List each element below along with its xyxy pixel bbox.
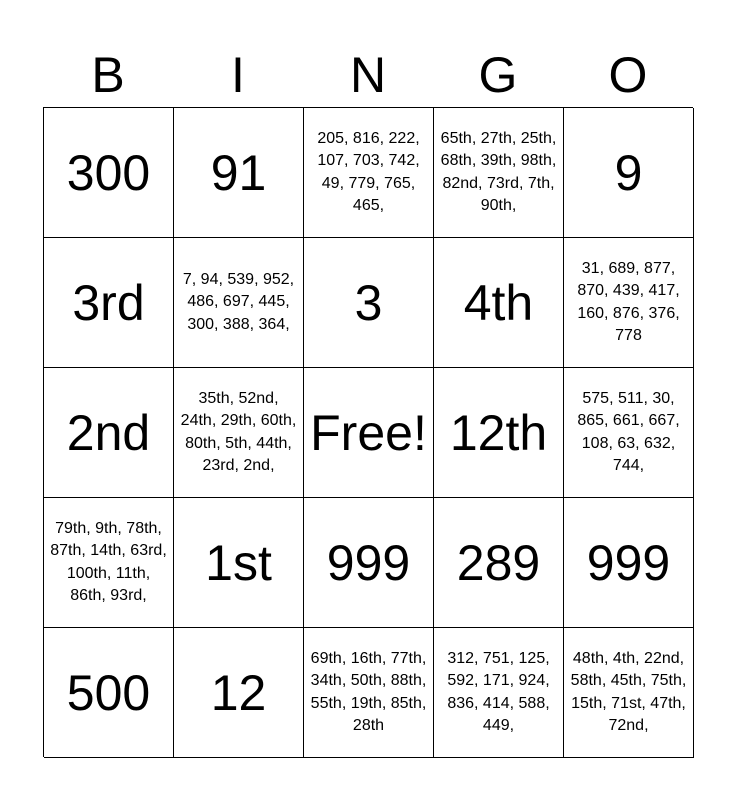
cell-text: 1st bbox=[205, 534, 272, 591]
header-letter-n: N bbox=[349, 47, 387, 103]
bingo-cell-g4[interactable] bbox=[434, 498, 564, 628]
cell-text: 35th, 52nd, 24th, 29th, 60th, 80th, 5th, 44th, 23rd, 2nd, bbox=[180, 389, 297, 474]
cell-text: 2nd bbox=[66, 404, 151, 461]
bingo-card-grid bbox=[43, 107, 693, 757]
bingo-cell-i1[interactable] bbox=[174, 108, 304, 238]
bingo-cell-g1[interactable] bbox=[434, 108, 564, 238]
cell-text: 999 bbox=[586, 534, 671, 591]
cell-text: 65th, 27th, 25th, 68th, 39th, 98th, 82nd, 73rd, 7th, 90th, bbox=[440, 129, 557, 214]
cell-text: 12th bbox=[449, 404, 548, 461]
bingo-cell-g3[interactable] bbox=[434, 368, 564, 498]
bingo-cell-i2[interactable] bbox=[174, 238, 304, 368]
bingo-cell-b2[interactable] bbox=[44, 238, 174, 368]
cell-text: 3rd bbox=[72, 274, 145, 331]
bingo-cell-n5[interactable] bbox=[304, 628, 434, 758]
bingo-cell-b4[interactable] bbox=[44, 498, 174, 628]
cell-text: 12 bbox=[210, 664, 267, 721]
cell-text: 575, 511, 30, 865, 661, 667, 108, 63, 632, 744, bbox=[577, 389, 680, 474]
cell-text: 7, 94, 539, 952, 486, 697, 445, 300, 388, 364, bbox=[182, 270, 295, 333]
bingo-cell-o5[interactable] bbox=[564, 628, 694, 758]
cell-text: 91 bbox=[210, 144, 267, 201]
header-letter-b: B bbox=[91, 47, 125, 103]
bingo-cell-o4[interactable] bbox=[564, 498, 694, 628]
header-letter-g: G bbox=[478, 47, 518, 103]
bingo-cell-i3[interactable] bbox=[174, 368, 304, 498]
cell-text: 3 bbox=[354, 274, 383, 331]
bingo-cell-b1[interactable] bbox=[44, 108, 174, 238]
cell-text: 312, 751, 125, 592, 171, 924, 836, 414, 588, 449, bbox=[447, 649, 550, 734]
cell-text: Free! bbox=[310, 404, 427, 461]
cell-text: 500 bbox=[66, 664, 151, 721]
bingo-cell-n4[interactable] bbox=[304, 498, 434, 628]
cell-text: 4th bbox=[463, 274, 534, 331]
bingo-cell-n2[interactable] bbox=[304, 238, 434, 368]
bingo-cell-i4[interactable] bbox=[174, 498, 304, 628]
bingo-cell-n1[interactable] bbox=[304, 108, 434, 238]
bingo-cell-b3[interactable] bbox=[44, 368, 174, 498]
cell-text: 289 bbox=[456, 534, 541, 591]
cell-text: 205, 816, 222, 107, 703, 742, 49, 779, 765, 465, bbox=[317, 129, 420, 214]
free-space-cell[interactable] bbox=[304, 368, 434, 498]
bingo-cell-i5[interactable] bbox=[174, 628, 304, 758]
bingo-cell-g2[interactable] bbox=[434, 238, 564, 368]
bingo-cell-g5[interactable] bbox=[434, 628, 564, 758]
bingo-cell-o2[interactable] bbox=[564, 238, 694, 368]
cell-text: 69th, 16th, 77th, 34th, 50th, 88th, 55th, 19th, 85th, 28th bbox=[310, 649, 427, 734]
cell-text: 31, 689, 877, 870, 439, 417, 160, 876, 376, 778 bbox=[577, 259, 680, 344]
header-letter-i: I bbox=[231, 47, 245, 103]
cell-text: 48th, 4th, 22nd, 58th, 45th, 75th, 15th, 71st, 47th, 72nd, bbox=[570, 649, 687, 734]
cell-text: 300 bbox=[66, 144, 151, 201]
cell-text: 79th, 9th, 78th, 87th, 14th, 63rd, 100th, 11th, 86th, 93rd, bbox=[50, 519, 167, 604]
header-letter-o: O bbox=[608, 47, 648, 103]
bingo-header bbox=[43, 42, 693, 108]
bingo-cell-o3[interactable] bbox=[564, 368, 694, 498]
bingo-cell-o1[interactable] bbox=[564, 108, 694, 238]
cell-text: 9 bbox=[614, 144, 643, 201]
bingo-cell-b5[interactable] bbox=[44, 628, 174, 758]
cell-text: 999 bbox=[326, 534, 411, 591]
